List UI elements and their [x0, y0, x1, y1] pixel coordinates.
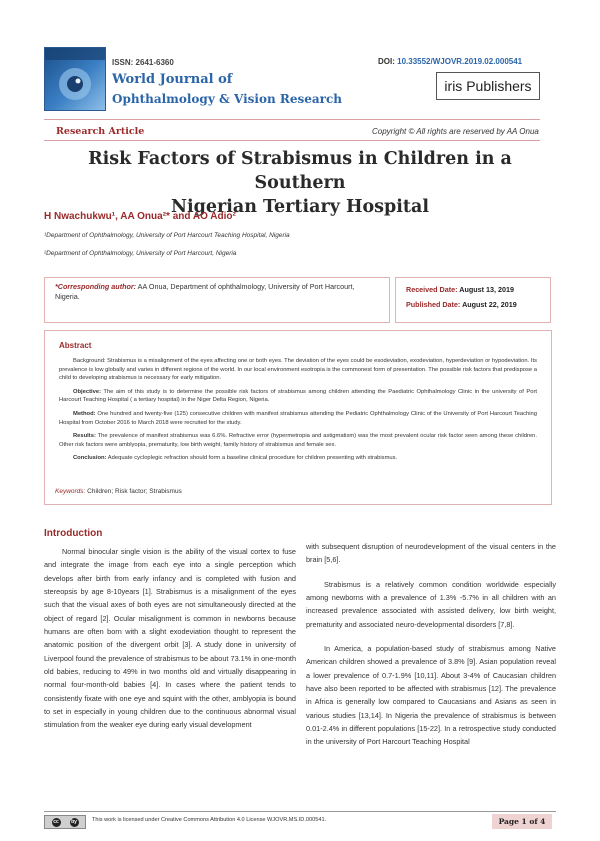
divider — [44, 140, 540, 141]
affiliation: ²Department of Ophthalmology, University of Port Harcourt, Nigeria — [44, 250, 237, 257]
journal-title-line1: World Journal of — [112, 72, 233, 87]
conclusion-label: Conclusion: — [73, 455, 107, 462]
keywords-label: Keywords: — [55, 488, 86, 495]
received-label: Received Date: — [406, 285, 458, 294]
journal-title-line2: Ophthalmology & Vision Research — [112, 92, 342, 106]
right-column — [306, 540, 556, 760]
by-icon: by — [71, 818, 77, 825]
section-heading: Introduction — [44, 528, 103, 539]
paragraph: In America, a population-based study of strabismus among Native American children showed a prevalence of 3.8% [9]. Asian population reveal a lower prevalence of 0.7-1.9% [10,11]. About 3-4% of Caucasian children have also been reported to be affected with strabismus [12]. The prevalence in Africa is generally low compared to Caucasians and Asians as seen in various studies [13,14]. In Nigeria the prevalence of strabismus is between 0.01-2.4% in different populations [15-22]. In a retrospective study conducted in the university of Port Harcourt Teaching Hospital — [306, 644, 556, 747]
issn: ISSN: 2641-6360 — [112, 58, 174, 67]
method-text: One hundred and twenty-five (125) consecutive children with manifest strabismus attending the Pediatric Ophthalmology Clinic of the University of Port Harcourt Teaching Hospital from October 2016 to March 2018 were recruited for the study. — [59, 410, 537, 426]
publisher-logo: iris Publishers — [436, 72, 540, 100]
affiliation: ¹Department of Ophthalmology, University of Port Harcourt Teaching Hospital, Nigeria — [44, 232, 290, 239]
doi — [378, 57, 522, 66]
objective-label: Objective: — [73, 388, 102, 395]
method-label: Method: — [73, 410, 96, 417]
keywords — [55, 488, 182, 495]
left-column — [44, 545, 296, 743]
keywords-text: Children; Risk factor; Strabismus — [87, 488, 182, 495]
objective-text: The aim of this study is to determine the possible risk factors of strabismus among children attending the Paediatric Ophthalmology Clinic in the university of Port Harcourt Teaching Hospital ( a tertiary hospital) in the Niger Delta Region, Nigeria. — [59, 388, 537, 404]
paragraph: with subsequent disruption of neurodevelopment of the visual centers in the brain [5,6]. — [306, 542, 556, 565]
abstract-title: Abstract — [59, 341, 92, 350]
title-line: Nigerian Tertiary Hospital — [171, 197, 429, 217]
corresponding-author-box — [44, 277, 390, 323]
copyright: Copyright © All rights are reserved by AA Onua — [372, 127, 539, 136]
authors: H Nwachukwu¹, AA Onua²* and AO Adio² — [44, 211, 236, 222]
received-date: August 13, 2019 — [459, 285, 515, 294]
footer-divider — [44, 811, 556, 812]
license-text: This work is licensed under Creative Commons Attribution 4.0 License WJOVR.MS.ID.000541. — [92, 817, 327, 823]
corresponding-text: AA Onua, Department of ophthalmology, University of Port Harcourt, Nigeria. — [55, 282, 355, 301]
abstract-results — [59, 432, 537, 449]
abstract-conclusion — [59, 454, 537, 463]
article-title — [44, 147, 556, 219]
journal-logo — [44, 47, 106, 111]
abstract-objective — [59, 388, 537, 405]
cc-icon: cc — [53, 818, 59, 825]
results-text: The prevalence of manifest strabismus was 6.6%. Refractive error (hypermetropia and astigmatism) was the most prevalent ocular risk factor seen among these children. Other risk factors were amblyopia, prematurity, low birth weight, family history of strabismus and female sex. — [59, 433, 537, 448]
title-line: Risk Factors of Strabismus in Children in a Southern — [88, 149, 512, 193]
paragraph: Strabismus is a relatively common condition worldwide especially among newborns with a prevalence of 1.3% -5.7% in all children with an increased prevalence associated with assisted delivery, low birth weight, prematurity and associated neuro-developmental disorders [7,8]. — [306, 579, 556, 629]
abstract-background: Background: Strabismus is a misalignment of the eyes affecting one or both eyes. The deviation of the eyes could be esodeviation, exodeviation, hyperdeviation or hypodeviation. Its prevalence is low globally and varies in different regions of the world. In our local environment esotropia is the commonest form of presentation. The possible risk factors that predispose a child to developing strabismus is necessary for early mitigation. — [59, 358, 537, 382]
page-number: Page 1 of 4 — [492, 814, 552, 829]
conclusion-text: Adequate cycloplegic refraction should form a baseline clinical procedure for children presenting with strabismus. — [107, 455, 398, 462]
corresponding-label: *Corresponding author: — [55, 282, 137, 291]
published-label: Published Date: — [406, 300, 461, 309]
abstract-method — [59, 410, 537, 427]
results-label: Results: — [73, 433, 96, 440]
creative-commons-icon[interactable] — [44, 815, 86, 829]
eye-logo-icon — [45, 48, 105, 110]
article-type: Research Article — [56, 126, 145, 137]
doi-label: DOI: — [378, 57, 395, 66]
dates-box — [395, 277, 551, 323]
divider — [44, 119, 540, 120]
paragraph: Normal binocular single vision is the ability of the visual cortex to fuse and integrate the image from each eye into a single perception which develops after birth from early infancy and is completed with fusion and stereopsis by age 8-10years [1]. Strabismus is a misalignment of the eyes such that the visual axes of both eyes are not simultaneously directed at the object of regard [2]. Ocular misalignment is common in newborns because humans are often born with a slight exodeviation thought to represent the anatomic position of the divergent orbit [3]. A study done in university of Liverpool found the prevalence of strabismus to be about 73.1% in one-month old babies, reducing to 49% in two months old and virtually disappearing in normal four-month-old babies [4]. In cases where the patient tends to consistently fixate with one eye and squint with the other, amblyopia is bound to set in especially in young children due to the continuous abnormal visual stimulation from the weaker eye during early visual development — [44, 547, 296, 730]
abstract-box — [44, 330, 552, 505]
published-date: August 22, 2019 — [462, 300, 517, 309]
doi-link[interactable]: 10.33552/WJOVR.2019.02.000541 — [397, 57, 523, 66]
